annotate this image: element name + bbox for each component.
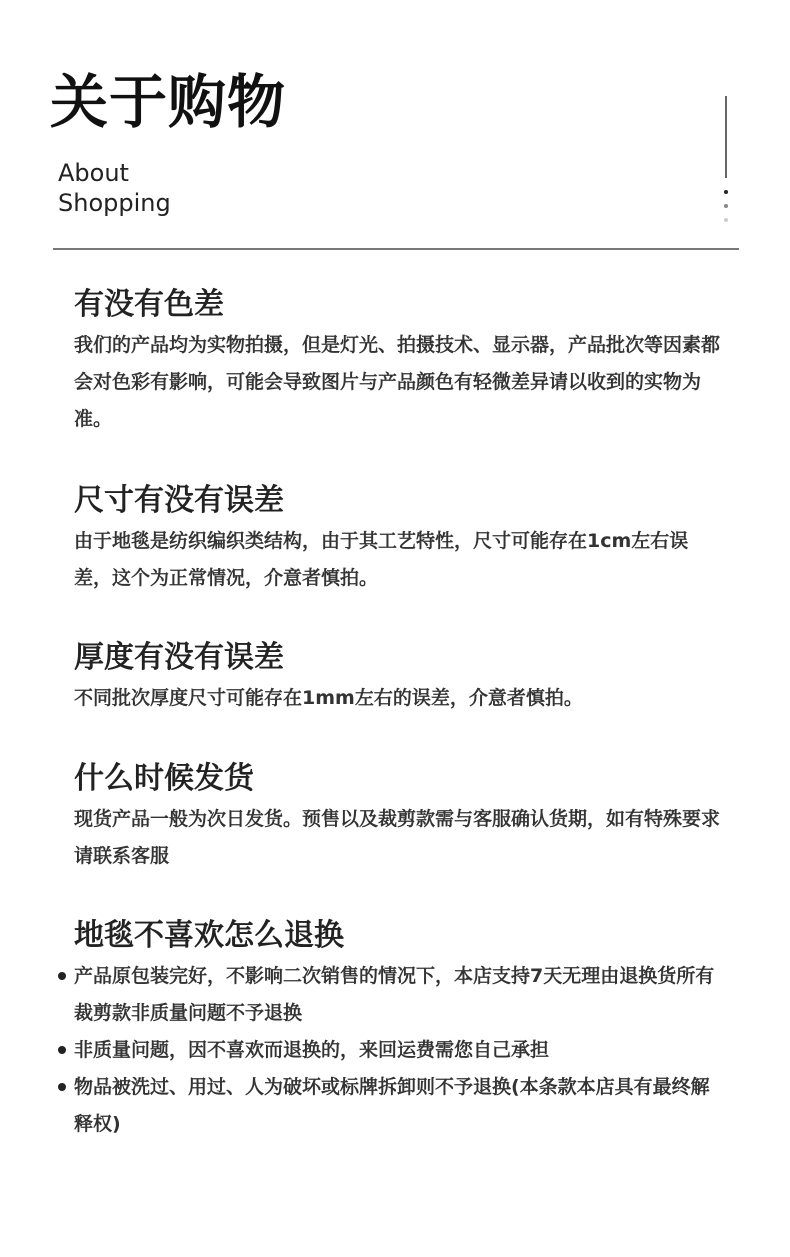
list-item-text: 非质量问题，因不喜欢而退换的，来回运费需您自己承担 bbox=[74, 1039, 550, 1061]
section-body: 不同批次厚度尺寸可能存在1mm左右的误差，介意者慎拍。 bbox=[74, 687, 583, 709]
section-body: 我们的产品均为实物拍摄，但是灯光、拍摄技术、显示器，产品批次等因素都会对色彩有影响，可能会导致图片与产品颜色有轻微差异请以收到的实物为准。 bbox=[74, 334, 721, 430]
list-item bbox=[74, 958, 724, 1032]
subtitle-line-1: About bbox=[58, 159, 129, 187]
section-body: 现货产品一般为次日发货。预售以及裁剪款需与客服确认货期，如有特殊要求请联系客服 bbox=[74, 808, 721, 867]
decorative-dot bbox=[724, 190, 728, 194]
page-title: 关于购物 bbox=[50, 68, 287, 136]
header-divider bbox=[53, 248, 739, 250]
returns-list bbox=[74, 958, 724, 1143]
section-returns bbox=[74, 914, 724, 1143]
section-title: 地毯不喜欢怎么退换 bbox=[74, 918, 344, 953]
section-color-difference bbox=[74, 283, 724, 438]
section-title: 尺寸有没有误差 bbox=[74, 483, 284, 518]
section-shipping-time bbox=[74, 757, 724, 875]
subtitle-line-2: Shopping bbox=[58, 189, 171, 217]
bullet-icon bbox=[58, 972, 66, 980]
section-title: 厚度有没有误差 bbox=[74, 640, 284, 675]
list-item bbox=[74, 1069, 724, 1143]
section-thickness-error bbox=[74, 636, 724, 717]
page-subtitle bbox=[58, 158, 171, 218]
section-title: 什么时候发货 bbox=[74, 761, 254, 796]
list-item-text: 产品原包装完好，不影响二次销售的情况下，本店支持7天无理由退换货所有裁剪款非质量问题不予退换 bbox=[74, 965, 715, 1024]
bullet-icon bbox=[58, 1083, 66, 1091]
bullet-icon bbox=[58, 1046, 66, 1054]
decorative-dot bbox=[724, 204, 728, 208]
section-size-error bbox=[74, 479, 724, 597]
section-body: 由于地毯是纺织编织类结构，由于其工艺特性，尺寸可能存在1cm左右误差，这个为正常情况，介意者慎拍。 bbox=[74, 530, 689, 589]
decorative-dot bbox=[724, 218, 728, 222]
list-item bbox=[74, 1032, 724, 1069]
list-item-text: 物品被洗过、用过、人为破坏或标牌拆卸则不予退换(本条款本店具有最终解释权) bbox=[74, 1076, 710, 1135]
section-title: 有没有色差 bbox=[74, 287, 224, 322]
decorative-vertical-line bbox=[725, 96, 727, 178]
